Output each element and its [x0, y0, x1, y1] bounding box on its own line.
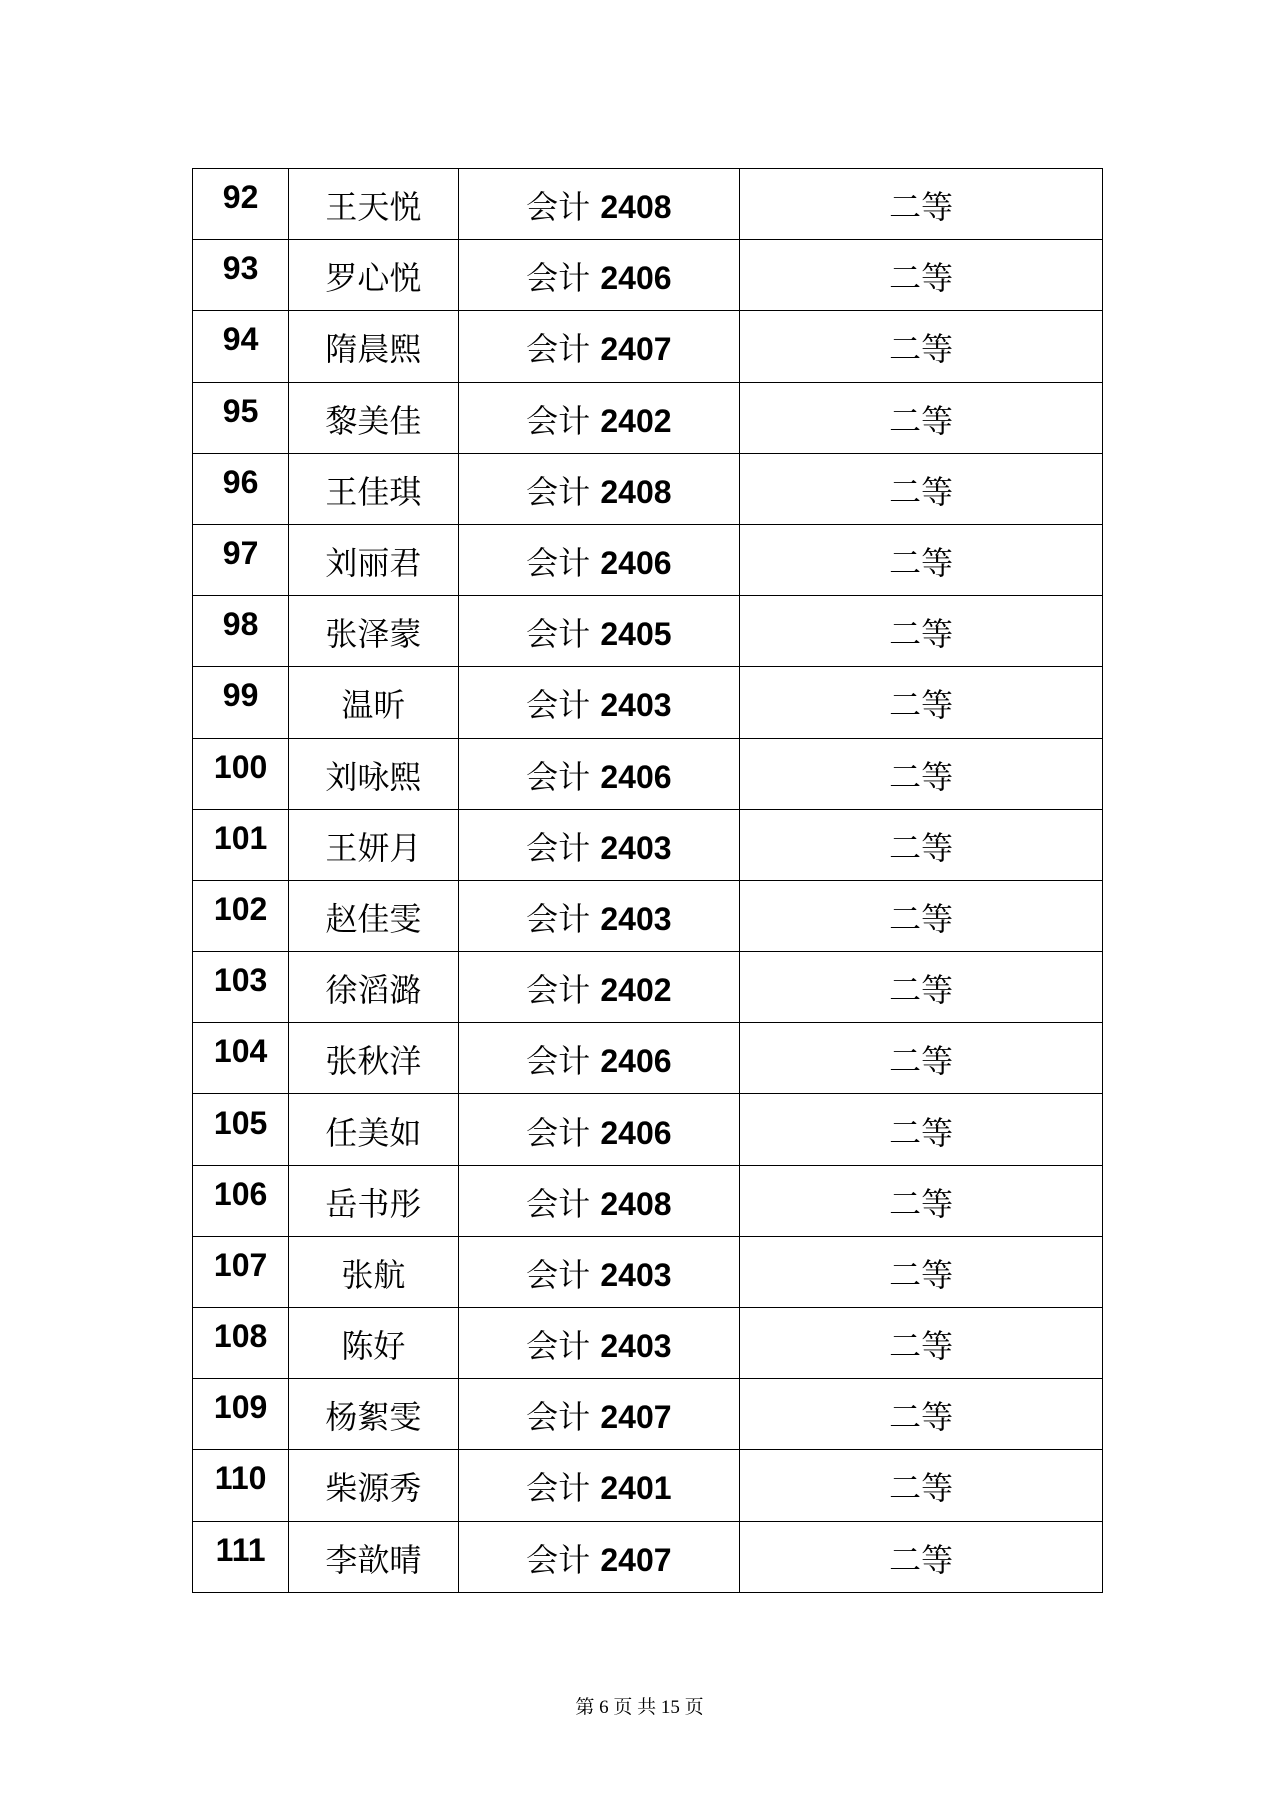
- class-number: 2406: [600, 545, 672, 582]
- table-row: [193, 453, 1103, 524]
- table-row: [193, 667, 1103, 738]
- award-level-cell: [740, 1165, 1103, 1236]
- class-number: 2408: [600, 1185, 672, 1222]
- student-name-cell: [289, 1023, 458, 1094]
- student-name: 赵佳雯: [325, 899, 422, 938]
- award-level-cell: [740, 809, 1103, 880]
- class-cell: [458, 1094, 740, 1165]
- student-name: 陈好: [341, 1327, 406, 1366]
- student-name: 王妍月: [325, 828, 422, 867]
- award-level: 二等: [889, 472, 954, 511]
- table-row: [193, 524, 1103, 595]
- row-number: 108: [213, 1318, 268, 1355]
- student-name-cell: [289, 1094, 458, 1165]
- award-level-cell: [740, 1379, 1103, 1450]
- award-level-cell: [740, 596, 1103, 667]
- table-row: [193, 382, 1103, 453]
- student-name: 刘丽君: [325, 544, 422, 583]
- student-name: 张航: [341, 1255, 406, 1294]
- row-number-cell: [193, 596, 289, 667]
- student-name-cell: [289, 667, 458, 738]
- class-number: 2405: [600, 616, 672, 653]
- award-level: 二等: [889, 971, 954, 1010]
- table-row: [193, 1236, 1103, 1307]
- award-level: 二等: [889, 757, 954, 796]
- student-name: 任美如: [325, 1113, 422, 1152]
- student-name-cell: [289, 453, 458, 524]
- class-prefix: 会计: [526, 686, 591, 725]
- class-number: 2406: [600, 758, 672, 795]
- class-number: 2406: [600, 1043, 672, 1080]
- class-cell: [458, 1379, 740, 1450]
- award-level-cell: [740, 453, 1103, 524]
- row-number: 101: [213, 819, 268, 856]
- student-name: 岳书彤: [325, 1184, 422, 1223]
- student-name-cell: [289, 382, 458, 453]
- row-number-cell: [193, 952, 289, 1023]
- row-number-cell: [193, 1236, 289, 1307]
- class-number: 2407: [600, 331, 672, 368]
- row-number-cell: [193, 382, 289, 453]
- class-prefix: 会计: [526, 1042, 591, 1081]
- table-row: [193, 169, 1103, 240]
- award-level: 二等: [889, 1042, 954, 1081]
- class-cell: [458, 1521, 740, 1592]
- student-name-cell: [289, 169, 458, 240]
- class-number: 2406: [600, 1114, 672, 1151]
- award-level: 二等: [889, 899, 954, 938]
- student-name: 隋晨熙: [325, 330, 422, 369]
- row-number-cell: [193, 809, 289, 880]
- student-name-cell: [289, 1521, 458, 1592]
- class-number: 2407: [600, 1541, 672, 1578]
- student-name: 李歆晴: [325, 1540, 422, 1579]
- class-cell: [458, 1165, 740, 1236]
- student-name-cell: [289, 1308, 458, 1379]
- row-number: 97: [222, 535, 259, 572]
- class-cell: [458, 453, 740, 524]
- class-prefix: 会计: [526, 544, 591, 583]
- class-number: 2402: [600, 972, 672, 1009]
- table-body: [193, 169, 1103, 1593]
- award-level: 二等: [889, 401, 954, 440]
- class-prefix: 会计: [526, 615, 591, 654]
- table-row: [193, 311, 1103, 382]
- class-cell: [458, 667, 740, 738]
- class-number: 2408: [600, 189, 672, 226]
- table-row: [193, 1450, 1103, 1521]
- table-row: [193, 880, 1103, 951]
- student-name: 王天悦: [325, 188, 422, 227]
- class-number: 2401: [600, 1470, 672, 1507]
- row-number-cell: [193, 240, 289, 311]
- student-name: 温昕: [341, 686, 406, 725]
- student-name-cell: [289, 524, 458, 595]
- class-number: 2402: [600, 402, 672, 439]
- class-number: 2406: [600, 260, 672, 297]
- row-number-cell: [193, 1450, 289, 1521]
- row-number: 110: [214, 1460, 267, 1497]
- class-number: 2407: [600, 1399, 672, 1436]
- class-prefix: 会计: [526, 1113, 591, 1152]
- award-level: 二等: [889, 544, 954, 583]
- class-prefix: 会计: [526, 330, 591, 369]
- award-list-table: [192, 168, 1103, 1593]
- class-cell: [458, 311, 740, 382]
- row-number-cell: [193, 1165, 289, 1236]
- class-number: 2403: [600, 900, 672, 937]
- class-prefix: 会计: [526, 401, 591, 440]
- class-cell: [458, 880, 740, 951]
- row-number: 99: [222, 677, 259, 714]
- row-number: 95: [222, 392, 259, 429]
- student-name: 张泽蒙: [325, 615, 422, 654]
- award-level: 二等: [889, 1255, 954, 1294]
- student-name-cell: [289, 880, 458, 951]
- award-level: 二等: [889, 1113, 954, 1152]
- row-number-cell: [193, 169, 289, 240]
- award-level-cell: [740, 1521, 1103, 1592]
- student-name: 徐滔潞: [325, 971, 422, 1010]
- award-level-cell: [740, 1023, 1103, 1094]
- student-name: 王佳琪: [325, 472, 422, 511]
- table-row: [193, 1308, 1103, 1379]
- award-level-cell: [740, 667, 1103, 738]
- class-prefix: 会计: [526, 1184, 591, 1223]
- row-number-cell: [193, 1308, 289, 1379]
- class-number: 2403: [600, 687, 672, 724]
- table-row: [193, 738, 1103, 809]
- page-footer: 第 6 页 共 15 页: [575, 1697, 704, 1718]
- table-row: [193, 1165, 1103, 1236]
- award-level-cell: [740, 311, 1103, 382]
- row-number-cell: [193, 1094, 289, 1165]
- award-level: 二等: [889, 188, 954, 227]
- class-prefix: 会计: [526, 1540, 591, 1579]
- row-number: 105: [213, 1104, 268, 1141]
- student-name-cell: [289, 1165, 458, 1236]
- table-row: [193, 952, 1103, 1023]
- award-level-cell: [740, 169, 1103, 240]
- class-cell: [458, 738, 740, 809]
- row-number-cell: [193, 1521, 289, 1592]
- row-number-cell: [193, 667, 289, 738]
- award-level: 二等: [889, 686, 954, 725]
- row-number: 106: [213, 1175, 268, 1212]
- row-number-cell: [193, 738, 289, 809]
- row-number: 94: [222, 321, 259, 358]
- row-number: 102: [213, 890, 268, 927]
- class-cell: [458, 169, 740, 240]
- class-prefix: 会计: [526, 1398, 591, 1437]
- award-level: 二等: [889, 330, 954, 369]
- row-number-cell: [193, 1023, 289, 1094]
- student-name: 刘咏熙: [325, 757, 422, 796]
- class-prefix: 会计: [526, 1327, 591, 1366]
- student-name: 杨絮雯: [325, 1398, 422, 1437]
- row-number-cell: [193, 524, 289, 595]
- class-number: 2403: [600, 1328, 672, 1365]
- class-number: 2403: [600, 1256, 672, 1293]
- class-cell: [458, 1450, 740, 1521]
- table-row: [193, 1023, 1103, 1094]
- table-row: [193, 809, 1103, 880]
- award-level: 二等: [889, 259, 954, 298]
- award-level-cell: [740, 1236, 1103, 1307]
- student-name-cell: [289, 1450, 458, 1521]
- student-name-cell: [289, 596, 458, 667]
- class-prefix: 会计: [526, 472, 591, 511]
- student-name-cell: [289, 1379, 458, 1450]
- table-row: [193, 240, 1103, 311]
- row-number: 93: [222, 250, 259, 287]
- row-number: 111: [215, 1531, 266, 1568]
- student-name: 黎美佳: [325, 401, 422, 440]
- award-level-cell: [740, 240, 1103, 311]
- table-row: [193, 1379, 1103, 1450]
- class-cell: [458, 524, 740, 595]
- award-level-cell: [740, 880, 1103, 951]
- award-level: 二等: [889, 828, 954, 867]
- row-number: 96: [222, 463, 259, 500]
- student-name-cell: [289, 240, 458, 311]
- row-number-cell: [193, 880, 289, 951]
- award-level-cell: [740, 382, 1103, 453]
- row-number: 107: [213, 1246, 268, 1283]
- class-cell: [458, 1236, 740, 1307]
- student-name-cell: [289, 809, 458, 880]
- award-level: 二等: [889, 1469, 954, 1508]
- student-name: 张秋洋: [325, 1042, 422, 1081]
- award-level-cell: [740, 738, 1103, 809]
- class-cell: [458, 809, 740, 880]
- class-prefix: 会计: [526, 828, 591, 867]
- award-level: 二等: [889, 615, 954, 654]
- student-name: 罗心悦: [325, 259, 422, 298]
- row-number-cell: [193, 453, 289, 524]
- class-cell: [458, 596, 740, 667]
- class-prefix: 会计: [526, 1255, 591, 1294]
- row-number-cell: [193, 311, 289, 382]
- class-number: 2403: [600, 829, 672, 866]
- class-cell: [458, 1308, 740, 1379]
- row-number: 104: [213, 1033, 268, 1070]
- award-level-cell: [740, 1094, 1103, 1165]
- student-name: 柴源秀: [325, 1469, 422, 1508]
- award-level: 二等: [889, 1398, 954, 1437]
- class-prefix: 会计: [526, 899, 591, 938]
- row-number: 98: [222, 606, 259, 643]
- student-name-cell: [289, 1236, 458, 1307]
- class-prefix: 会计: [526, 188, 591, 227]
- row-number-cell: [193, 1379, 289, 1450]
- class-prefix: 会计: [526, 1469, 591, 1508]
- row-number: 103: [213, 962, 268, 999]
- award-level: 二等: [889, 1540, 954, 1579]
- award-level-cell: [740, 952, 1103, 1023]
- row-number: 109: [213, 1389, 268, 1426]
- award-level-cell: [740, 1308, 1103, 1379]
- class-prefix: 会计: [526, 757, 591, 796]
- class-prefix: 会计: [526, 259, 591, 298]
- award-level: 二等: [889, 1327, 954, 1366]
- student-name-cell: [289, 952, 458, 1023]
- class-cell: [458, 952, 740, 1023]
- class-cell: [458, 1023, 740, 1094]
- class-cell: [458, 240, 740, 311]
- table-row: [193, 1521, 1103, 1592]
- row-number: 92: [222, 179, 259, 216]
- award-level-cell: [740, 524, 1103, 595]
- award-level-cell: [740, 1450, 1103, 1521]
- class-number: 2408: [600, 473, 672, 510]
- student-name-cell: [289, 738, 458, 809]
- class-cell: [458, 382, 740, 453]
- student-name-cell: [289, 311, 458, 382]
- class-prefix: 会计: [526, 971, 591, 1010]
- table-row: [193, 1094, 1103, 1165]
- row-number: 100: [213, 748, 268, 785]
- award-level: 二等: [889, 1184, 954, 1223]
- table-row: [193, 596, 1103, 667]
